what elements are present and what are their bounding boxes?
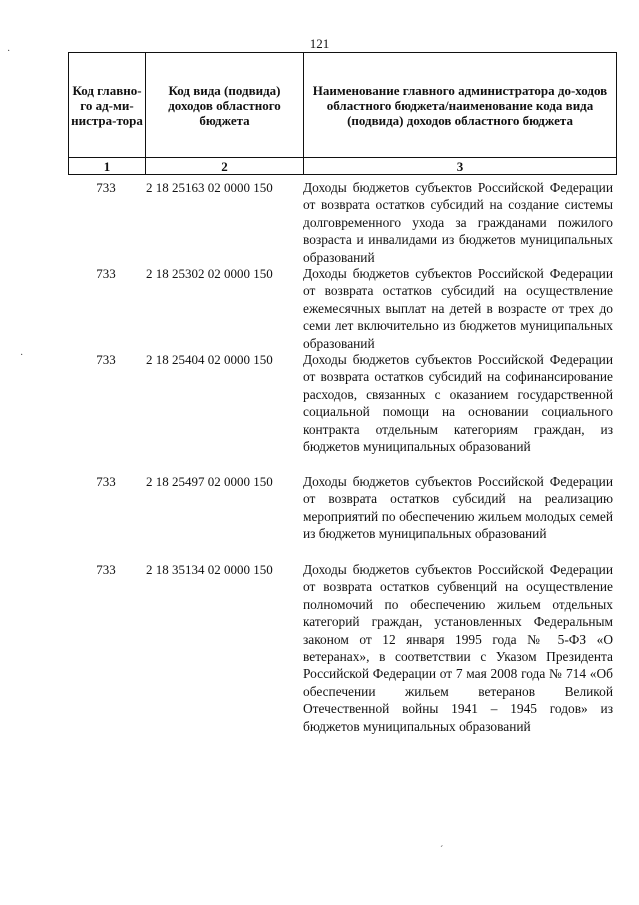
column-number-3: 3 [304,158,617,175]
income-code-cell: 2 18 25302 02 0000 150 [146,266,273,281]
admin-code-cell: 733 [96,352,116,367]
column-number-2: 2 [146,158,304,175]
table-row [68,265,613,351]
page-number: 121 [309,36,330,51]
table-body [68,179,613,735]
income-code-cell: 2 18 25497 02 0000 150 [146,474,273,489]
header-name: Наименование главного администратора до-ходов областного бюджета/наименование кода вида (подвида) доходов областного бюджета [304,53,617,158]
admin-code-cell: 733 [96,474,116,489]
admin-code-cell: 733 [96,266,116,281]
income-name-cell: Доходы бюджетов субъектов Российской Федерации от возврата остатков субсидий на реализацию мероприятий по обеспечению жильем молодых семей из бюджетов муниципальных образований [303,474,613,542]
income-code-cell: 2 18 25163 02 0000 150 [146,180,273,195]
scan-speck-mark: · [20,350,24,361]
scan-speck-mark: ˊ [440,845,444,856]
income-name-cell: Доходы бюджетов субъектов Российской Федерации от возврата остатков субсидий на осуществление ежемесячных выплат на детей в возрасте от трех до семи лет включительно из бюджетов муниципальных образований [303,266,613,351]
column-number-1: 1 [69,158,146,175]
table-row [68,561,613,735]
admin-code-cell: 733 [96,180,116,195]
income-name-cell: Доходы бюджетов субъектов Российской Федерации от возврата остатков субсидий на софинансирование расходов, связанных с оказанием государственной социальной помощи на основании социального контракта отдельным категориям граждан, из бюджетов муниципальных образований [303,352,613,455]
table-row [68,351,613,473]
income-code-cell: 2 18 35134 02 0000 150 [146,562,273,577]
table-row [68,179,613,265]
table-header [68,52,617,175]
header-admin-code: Код главно-го ад-ми-нистра-тора [69,53,146,158]
income-name-cell: Доходы бюджетов субъектов Российской Федерации от возврата остатков субвенций на осуществление полномочий по обеспечению жильем отдельных категорий граждан, установленных Федеральным законом от 12 января 1995 года № 5-ФЗ «О ветеранах», в соответствии с Указом Президента Российской Федерации от 7 мая 2008 года № 714 «Об обеспечении жильем ветеранов Великой Отечественной войны 1941 – 1945 годов» из бюджетов муниципальных образований [303,562,613,734]
header-income-code: Код вида (подвида) доходов областного бюджета [146,53,304,158]
table-row [68,473,613,561]
income-name-cell: Доходы бюджетов субъектов Российской Федерации от возврата остатков субсидий на создание системы долговременного ухода за гражданами пожилого возраста и инвалидами из бюджетов муниципальных образований [303,180,613,265]
income-code-cell: 2 18 25404 02 0000 150 [146,352,273,367]
scan-speck-mark: · [7,46,11,57]
admin-code-cell: 733 [96,562,116,577]
